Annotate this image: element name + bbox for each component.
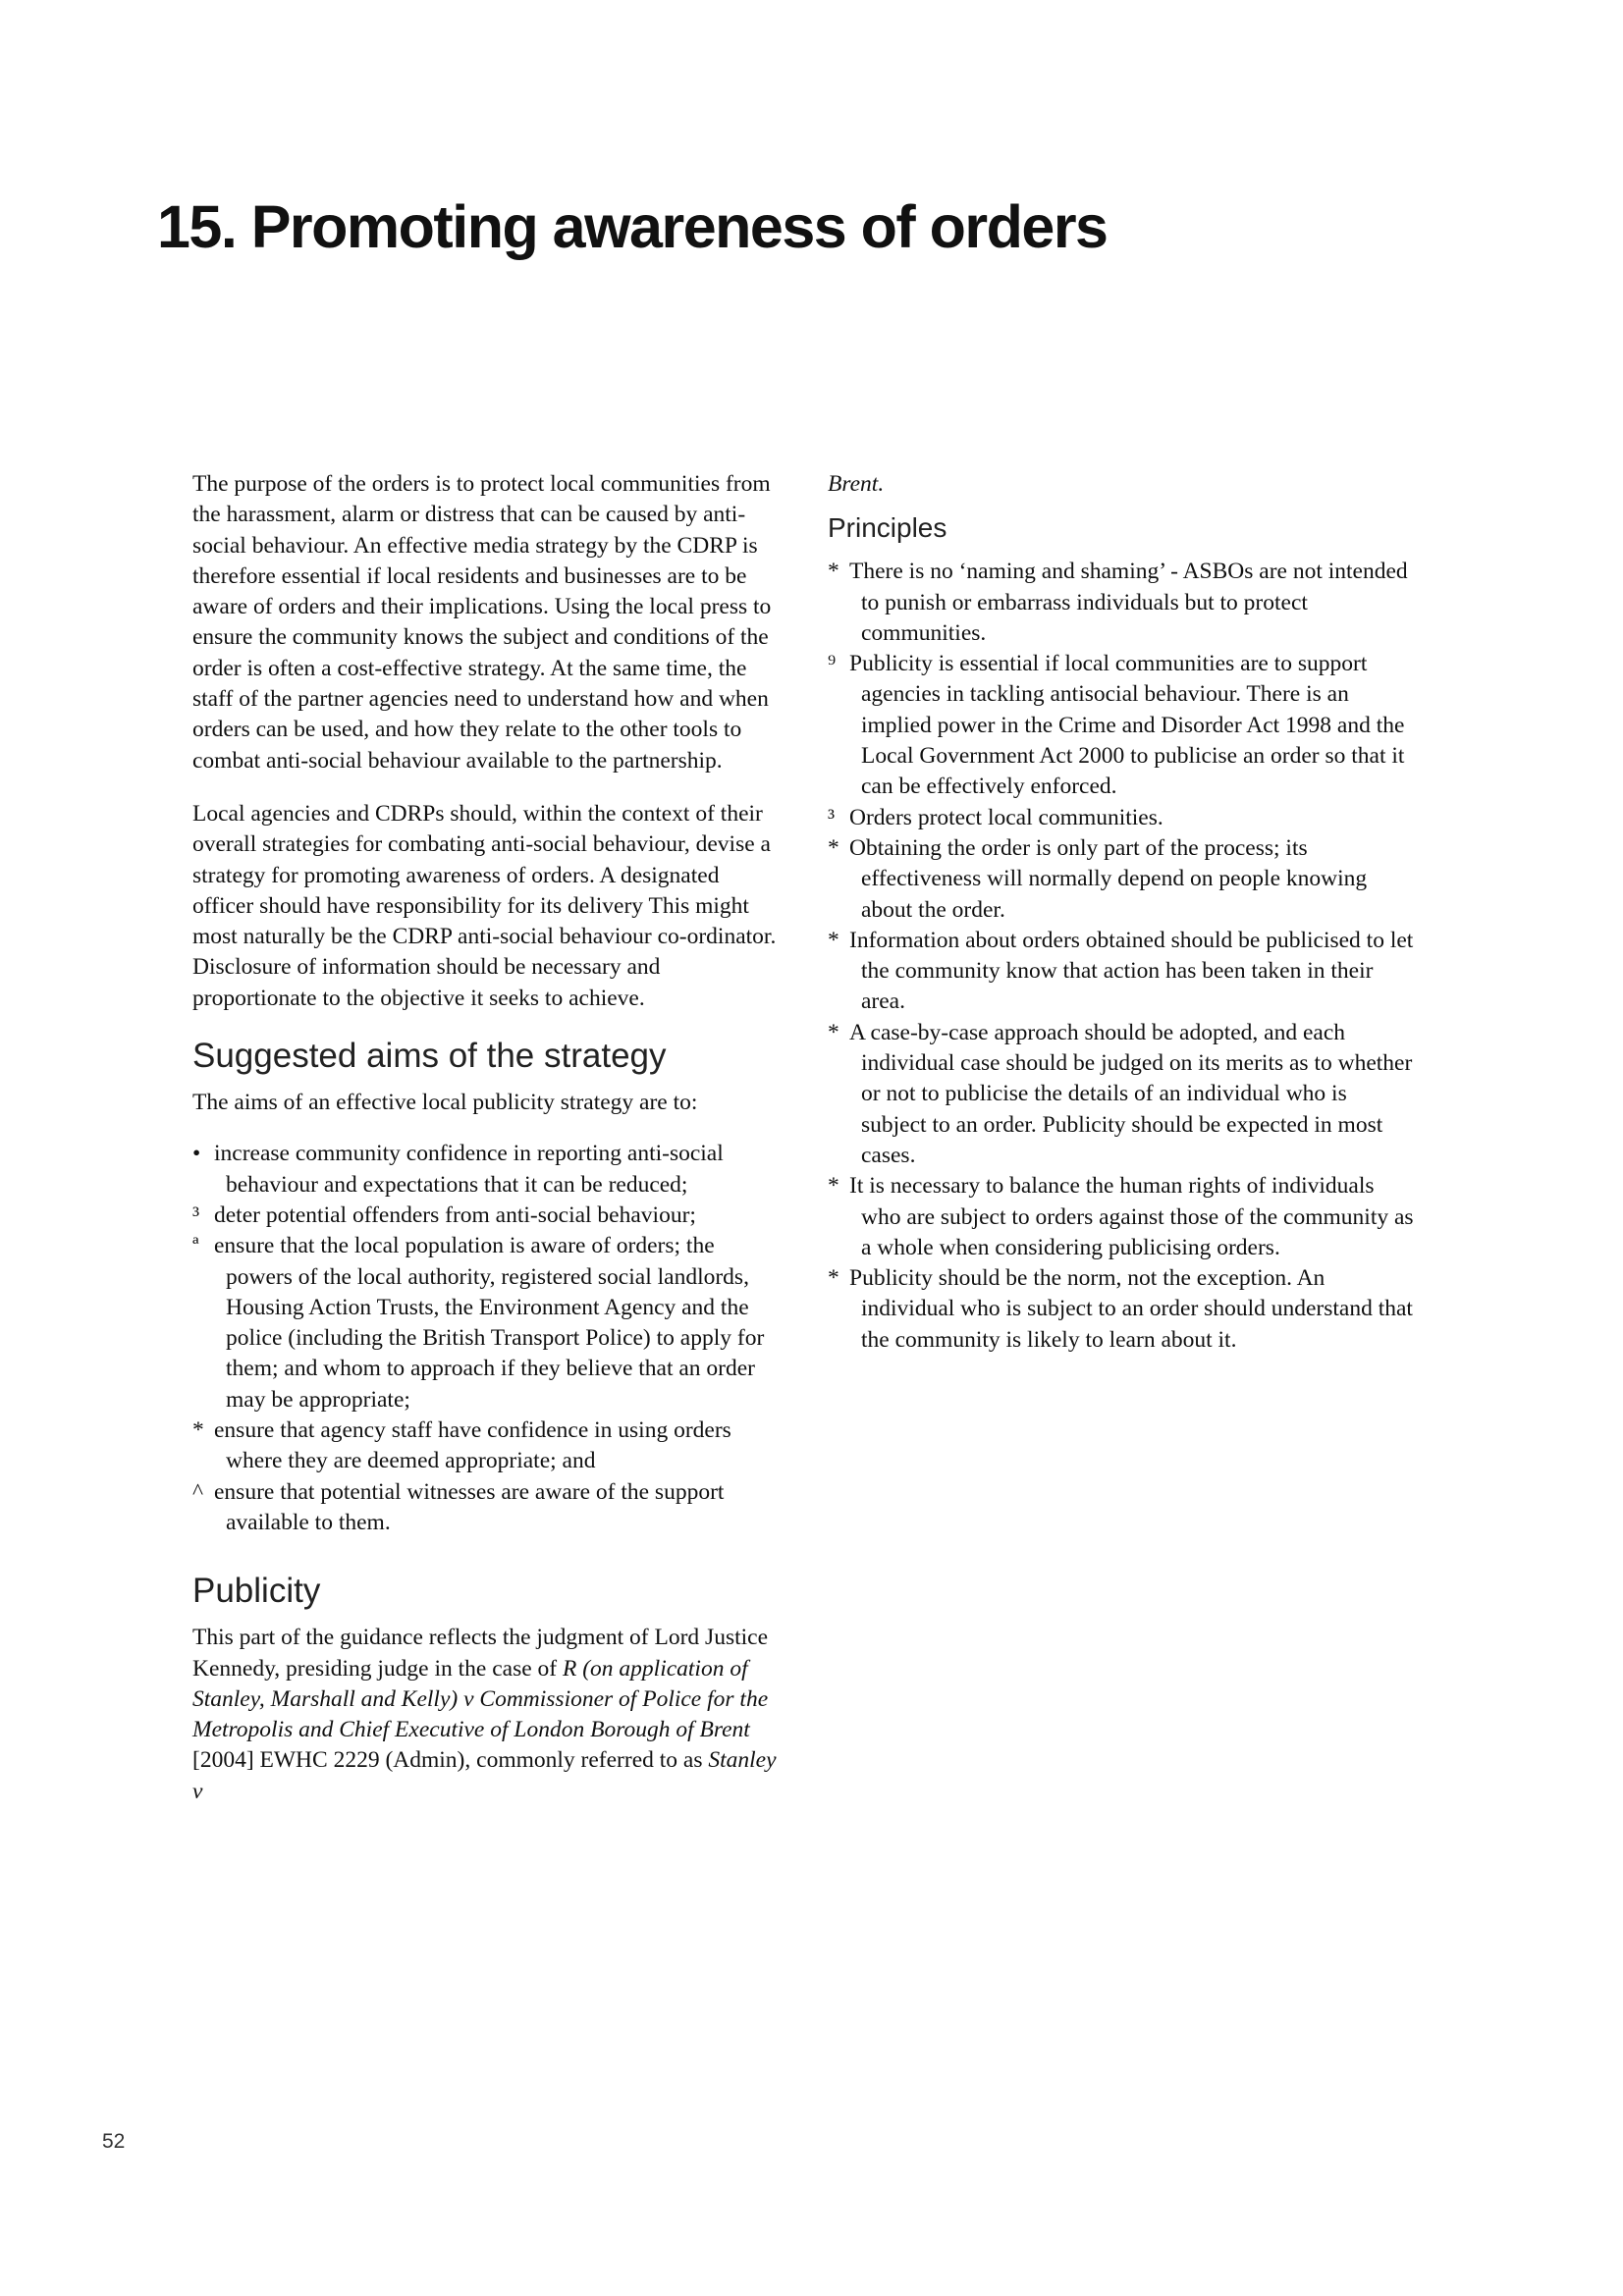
list-item [828,926,1417,1018]
list-item-text: Information about orders obtained should be publicised to let the community know that action has been taken in their area. [849,927,1414,1015]
bullet-marker: * [828,927,839,953]
chapter-title: 15. Promoting awareness of orders [157,193,1108,260]
intro-paragraph: The purpose of the orders is to protect local communities from the harassment, alarm or distress that can be caused by anti-social behaviour. An effective media strategy by the CDRP is therefore essential if local residents and businesses are to be aware of orders and their implications. Using the local press to ensure the community knows the subject and conditions of the order is often a cost-effective strategy. At the same time, the staff of the partner agencies need to understand how and when orders can be used, and how they relate to the other tools to combat anti-social behaviour available to the partnership. [192,471,772,774]
list-item [828,1263,1417,1356]
page-number: 52 [102,2130,126,2153]
list-item [192,1415,782,1477]
bullet-marker: * [192,1417,204,1444]
case-short-name: Stanley v [192,1747,777,1804]
list-item-text: There is no ‘naming and shaming’ - ASBOs are not intended to punish or embarrass individuals but to protect communities. [849,559,1408,646]
aims-list [192,1139,782,1538]
bullet-marker: ⁹ [828,651,837,677]
list-item-text: deter potential offenders from anti-social behaviour; [214,1201,696,1228]
bullet-marker: ³ [828,804,836,830]
list-item-text: Obtaining the order is only part of the process; its effectiveness will normally depend on people knowing about the order. [849,834,1368,923]
principles-heading: Principles [828,512,947,544]
case-short-name-continued: Brent. [828,471,885,497]
bullet-marker: * [828,834,839,861]
bullet-marker: ³ [192,1201,200,1228]
list-item-text: Orders protect local communities. [849,804,1163,830]
list-item [192,1477,782,1539]
aims-heading: Suggested aims of the strategy [192,1037,667,1076]
principles-list [828,557,1417,1356]
bullet-marker: ^ [192,1478,204,1505]
bullet-marker: * [828,559,839,585]
strategy-paragraph: Local agencies and CDRPs should, within the context of their overall strategies for combating anti-social behaviour, devise a strategy for promoting awareness of orders. A designated officer should have responsibility for its delivery This might most naturally be the CDRP anti-social behaviour co-ordinator. Disclosure of information should be necessary and proportionate to the objective it seeks to achieve. [192,800,777,1011]
case-name: R (on application of Stanley, Marshall and Kelly) v Commissioner of Police for the Metropolis and Chief Executive of London Borough of Brent [192,1655,769,1743]
list-item-text: increase community confidence in reporting anti-social behaviour and expectations that it can be reduced; [214,1141,724,1198]
bullet-marker: • [192,1141,201,1167]
list-item-text: Publicity should be the norm, not the exception. An individual who is subject to an order should understand that the community is likely to learn about it. [849,1265,1413,1353]
left-column [192,469,782,1807]
publicity-text-1: This part of the guidance reflects the judgment of Lord Justice Kennedy, presiding judge in the case of [192,1625,769,1682]
list-item-text: ensure that potential witnesses are aware of the support available to them. [214,1478,725,1535]
list-item [828,1018,1417,1171]
aims-intro: The aims of an effective local publicity strategy are to: [192,1090,698,1116]
continued-text [828,469,1417,500]
list-item [828,803,1417,833]
bullet-marker: * [828,1265,839,1292]
list-item [828,649,1417,802]
bullet-marker: ª [192,1233,199,1259]
list-item-text: ensure that agency staff have confidence in using orders where they are deemed appropriate; and [214,1417,731,1474]
list-item [828,1171,1417,1263]
list-item [192,1201,782,1231]
list-item [192,1231,782,1415]
list-item-text: A case-by-case approach should be adopted, and each individual case should be judged on its merits as to whether or not to publicise the details of an individual who is subject to an order. Publicity should be expected in most cases. [849,1019,1413,1168]
publicity-text-2: [2004] EWHC 2229 (Admin), commonly referred to as [192,1747,709,1774]
bullet-marker: * [828,1173,839,1200]
list-item [828,833,1417,926]
list-item [192,1139,782,1201]
right-column [828,469,1417,1356]
list-item-text: ensure that the local population is aware of orders; the powers of the local authority, registered social landlords, Housing Action Trusts, the Environment Agency and the police (including the British Transport Police) to apply for them; and whom to approach if they believe that an order may be appropriate; [214,1233,765,1413]
bullet-marker: * [828,1019,839,1045]
list-item-text: Publicity is essential if local communities are to support agencies in tackling antisocial behaviour. There is an implied power in the Crime and Disorder Act 1998 and the Local Government Act 2000 to publicise an order so that it can be effectively enforced. [849,651,1405,800]
publicity-heading: Publicity [192,1572,321,1611]
list-item-text: It is necessary to balance the human rights of individuals who are subject to orders against those of the community as a whole when considering publicising orders. [849,1173,1414,1260]
publicity-paragraph [192,1623,782,1807]
list-item [828,557,1417,649]
